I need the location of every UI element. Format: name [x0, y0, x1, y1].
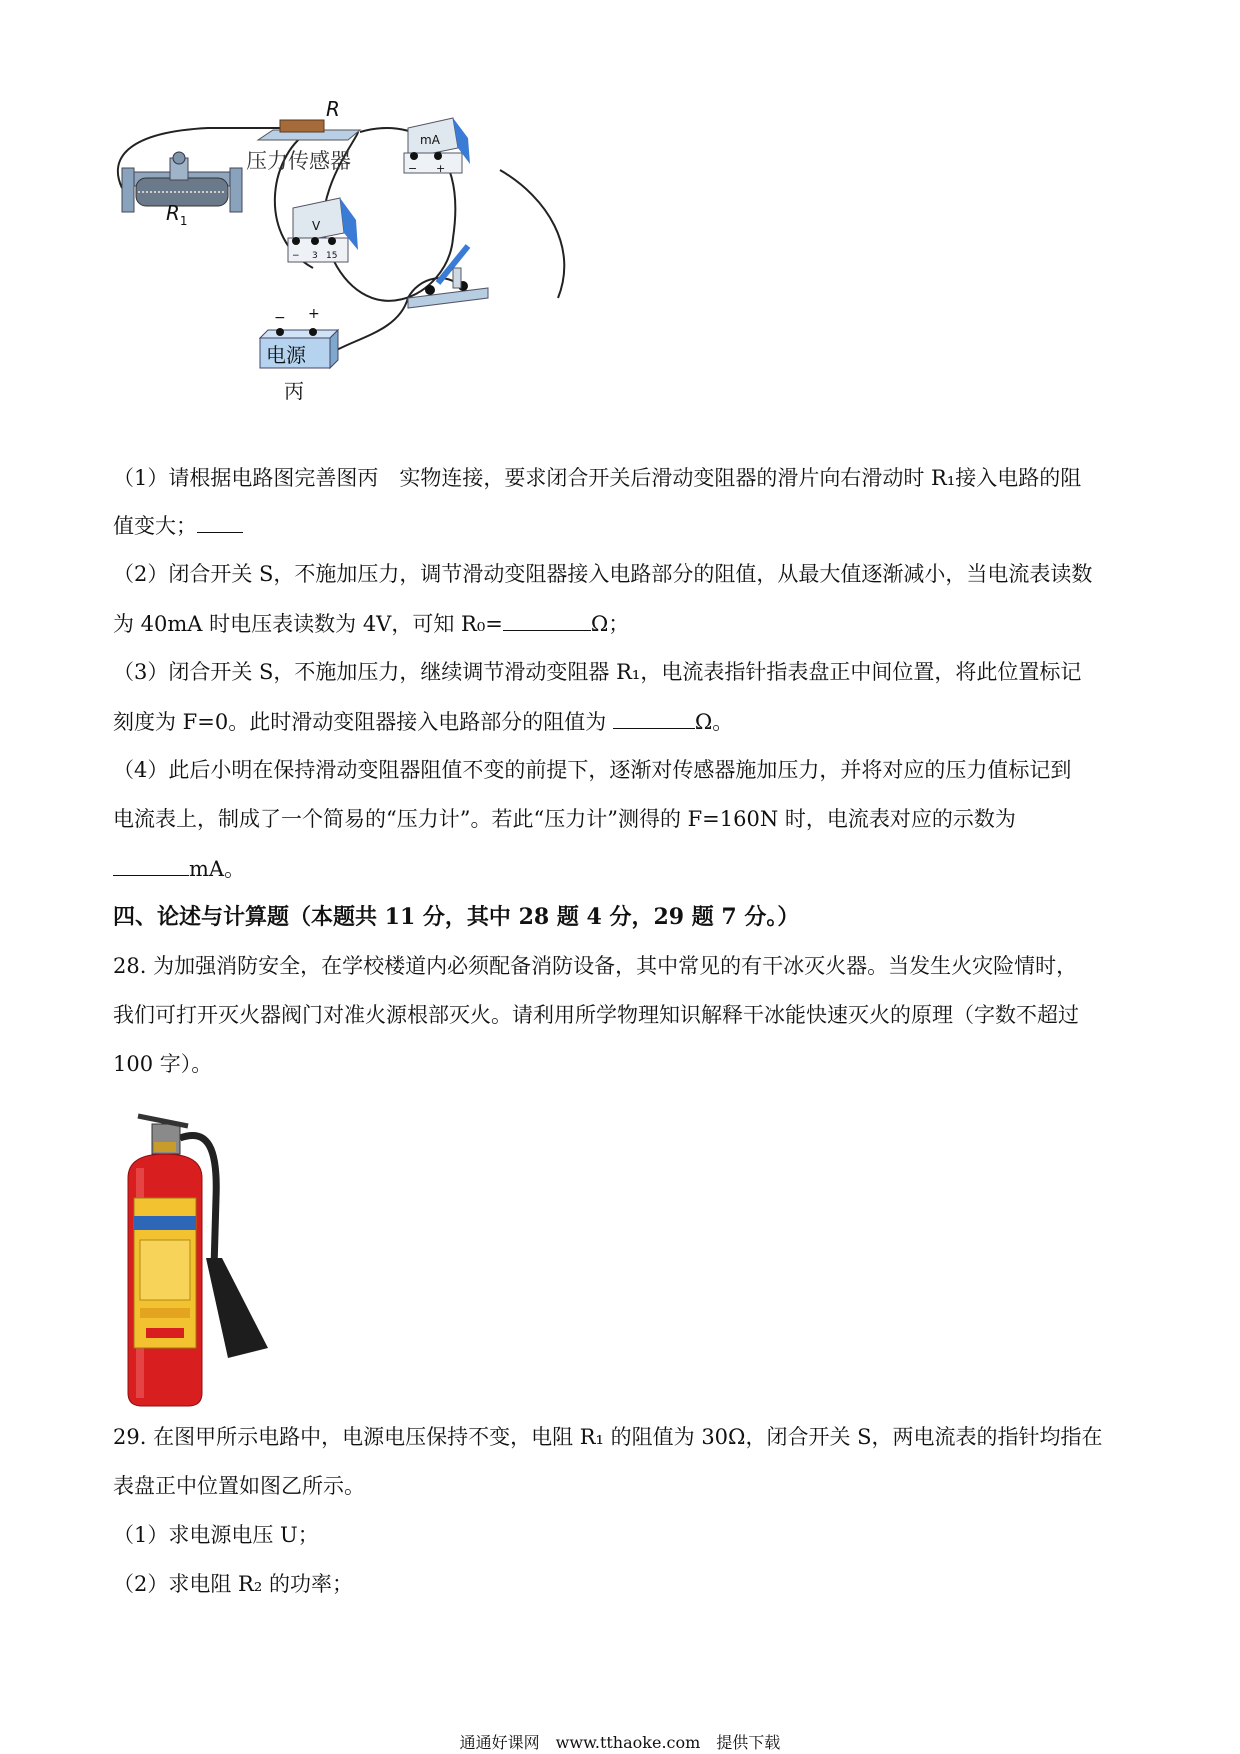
answer-blank[interactable]	[613, 706, 695, 729]
svg-text:−: −	[292, 251, 300, 261]
answer-blank[interactable]	[503, 608, 591, 631]
q27-part4-line2: 电流表上，制成了一个简易的“压力计”。若此“压力计”测得的 F=160N 时，电流表对应的示数为	[113, 807, 1016, 831]
rheostat-R1	[122, 152, 242, 212]
q28-line2: 我们可打开灭火器阀门对准火源根部灭火。请利用所学物理知识解释干冰能快速灭火的原理（字数不超过	[113, 1003, 1079, 1027]
wire	[500, 170, 564, 298]
figure-caption: 丙	[284, 379, 304, 403]
fire-extinguisher-image	[118, 1108, 278, 1408]
circuit-figure	[108, 98, 628, 428]
svg-text:电源: 电源	[266, 343, 306, 367]
svg-text:−: −	[408, 162, 418, 175]
q27-part4-line3: mA。	[113, 853, 245, 884]
svg-text:−: −	[274, 310, 286, 326]
svg-text:3: 3	[312, 251, 318, 261]
section-heading: 四、论述与计算题（本题共 11 分，其中 28 题 4 分，29 题 7 分。）	[113, 904, 800, 930]
page-footer: 通通好课网 www.tthaoke.com 提供下载	[459, 1733, 781, 1752]
nozzle-horn	[206, 1258, 268, 1358]
q27-part2-line2: 为 40mA 时电压表读数为 4V，可知 R₀= Ω；	[113, 608, 629, 639]
power-source	[260, 306, 338, 368]
ammeter	[404, 118, 470, 175]
q29-line1: 29. 在图甲所示电路中，电源电压保持不变，电阻 R₁ 的阻值为 30Ω，闭合开关 S，两电流表的指针均指在	[113, 1425, 1103, 1449]
svg-text:mA: mA	[420, 133, 440, 147]
svg-text:15: 15	[326, 251, 338, 261]
svg-text:+: +	[436, 162, 446, 175]
R1-label: $R_1$	[166, 201, 188, 228]
q27-part1-line2: 值变大；	[113, 510, 243, 541]
voltmeter	[288, 198, 358, 262]
q27-part3-line1: （3）闭合开关 S，不施加压力，继续调节滑动变阻器 R₁，电流表指针指表盘正中间位置，将此位置标记	[113, 660, 1082, 684]
switch	[408, 246, 488, 308]
q29-sub2: （2）求电阻 R₂ 的功率；	[113, 1572, 353, 1596]
q28-line3: 100 字）。	[113, 1052, 213, 1076]
q28-line1: 28. 为加强消防安全，在学校楼道内必须配备消防设备，其中常见的有干冰灭火器。当发生火灾险情时，	[113, 954, 1078, 978]
q29-line2: 表盘正中位置如图乙所示。	[113, 1474, 365, 1498]
wire	[326, 278, 468, 356]
q27-part3-line2: 刻度为 F=0。此时滑动变阻器接入电路部分的阻值为 Ω。	[113, 706, 733, 737]
answer-blank[interactable]	[113, 853, 189, 876]
q27-part1-line1: （1）请根据电路图完善图丙 实物连接，要求闭合开关后滑动变阻器的滑片向右滑动时 R₁接入电路的阻	[113, 466, 1082, 490]
q27-part2-line1: （2）闭合开关 S，不施加压力，调节滑动变阻器接入电路部分的阻值，从最大值逐渐减小，当电流表读数	[113, 562, 1093, 586]
svg-text:+: +	[308, 306, 320, 322]
sensor-R-label: R	[326, 98, 340, 121]
answer-blank[interactable]	[197, 510, 243, 533]
svg-text:V: V	[312, 219, 321, 233]
q29-sub1: （1）求电源电压 U；	[113, 1523, 319, 1547]
sensor-label: 压力传感器	[246, 149, 351, 173]
q27-part4-line1: （4）此后小明在保持滑动变阻器阻值不变的前提下，逐渐对传感器施加压力，并将对应的压力值标记到	[113, 758, 1072, 782]
